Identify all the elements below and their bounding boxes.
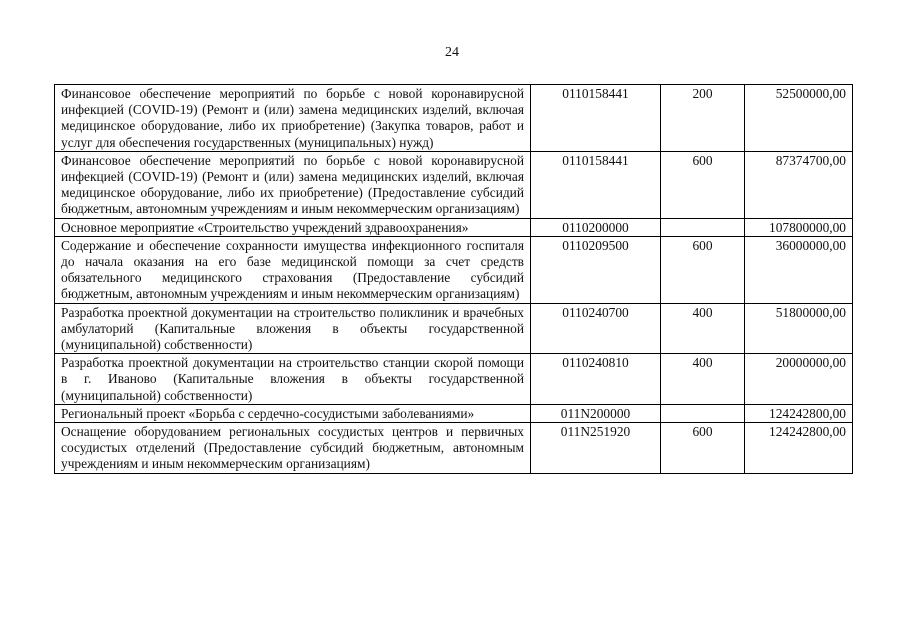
budget-table — [54, 84, 853, 474]
row-description: Оснащение оборудованием региональных сосудистых центров и первичных сосудистых отделений (Предоставление субсидий бюджетным, автономным учреждениям и иным некоммерческим организациям) — [55, 423, 531, 474]
table-row — [55, 85, 853, 152]
table-row — [55, 151, 853, 218]
row-amount: 107800000,00 — [745, 218, 853, 236]
table-row — [55, 423, 853, 474]
row-target-code: 011N200000 — [531, 404, 661, 422]
row-target-code: 0110158441 — [531, 151, 661, 218]
row-description: Основное мероприятие «Строительство учреждений здравоохранения» — [55, 218, 531, 236]
row-target-code: 011N251920 — [531, 423, 661, 474]
table-row — [55, 303, 853, 354]
row-target-code: 0110240700 — [531, 303, 661, 354]
table-row — [55, 404, 853, 422]
row-description: Разработка проектной документации на строительство поликлиник и врачебных амбулаторий (Капитальные вложения в объекты государственной (муниципальной) собственности) — [55, 303, 531, 354]
row-expense-type: 600 — [661, 236, 745, 303]
row-target-code: 0110158441 — [531, 85, 661, 152]
row-amount: 124242800,00 — [745, 404, 853, 422]
row-description: Содержание и обеспечение сохранности имущества инфекционного госпиталя до начала оказания на его базе медицинской помощи за счет средств обязательного медицинского страхования (Предоставление субсидий бюджетным, автономным учреждениям и иным некоммерческим организациям) — [55, 236, 531, 303]
row-amount: 51800000,00 — [745, 303, 853, 354]
row-target-code: 0110240810 — [531, 354, 661, 405]
row-target-code: 0110209500 — [531, 236, 661, 303]
row-expense-type — [661, 404, 745, 422]
table-row — [55, 236, 853, 303]
row-amount: 20000000,00 — [745, 354, 853, 405]
page-number: 24 — [445, 45, 459, 60]
row-expense-type: 400 — [661, 303, 745, 354]
row-expense-type: 600 — [661, 423, 745, 474]
row-description: Финансовое обеспечение мероприятий по борьбе с новой коронавирусной инфекцией (COVID-19) (Ремонт и (или) замена медицинских изделий, включая медицинское оборудование, либо их приобретение) (Предоставление субсидий бюджетным, автономным учреждениям и иным некоммерческим организациям) — [55, 151, 531, 218]
row-amount: 36000000,00 — [745, 236, 853, 303]
row-description: Финансовое обеспечение мероприятий по борьбе с новой коронавирусной инфекцией (COVID-19) (Ремонт и (или) замена медицинских изделий, включая медицинское оборудование, либо их приобретение) (Закупка товаров, работ и услуг для обеспечения государственных (муниципальных) нужд) — [55, 85, 531, 152]
row-amount: 87374700,00 — [745, 151, 853, 218]
row-expense-type: 400 — [661, 354, 745, 405]
row-target-code: 0110200000 — [531, 218, 661, 236]
row-expense-type: 200 — [661, 85, 745, 152]
row-amount: 124242800,00 — [745, 423, 853, 474]
row-description: Региональный проект «Борьба с сердечно-сосудистыми заболеваниями» — [55, 404, 531, 422]
table-row — [55, 354, 853, 405]
row-expense-type: 600 — [661, 151, 745, 218]
row-amount: 52500000,00 — [745, 85, 853, 152]
row-expense-type — [661, 218, 745, 236]
table-row — [55, 218, 853, 236]
row-description: Разработка проектной документации на строительство станции скорой помощи в г. Иваново (Капитальные вложения в объекты государственной (муниципальной) собственности) — [55, 354, 531, 405]
